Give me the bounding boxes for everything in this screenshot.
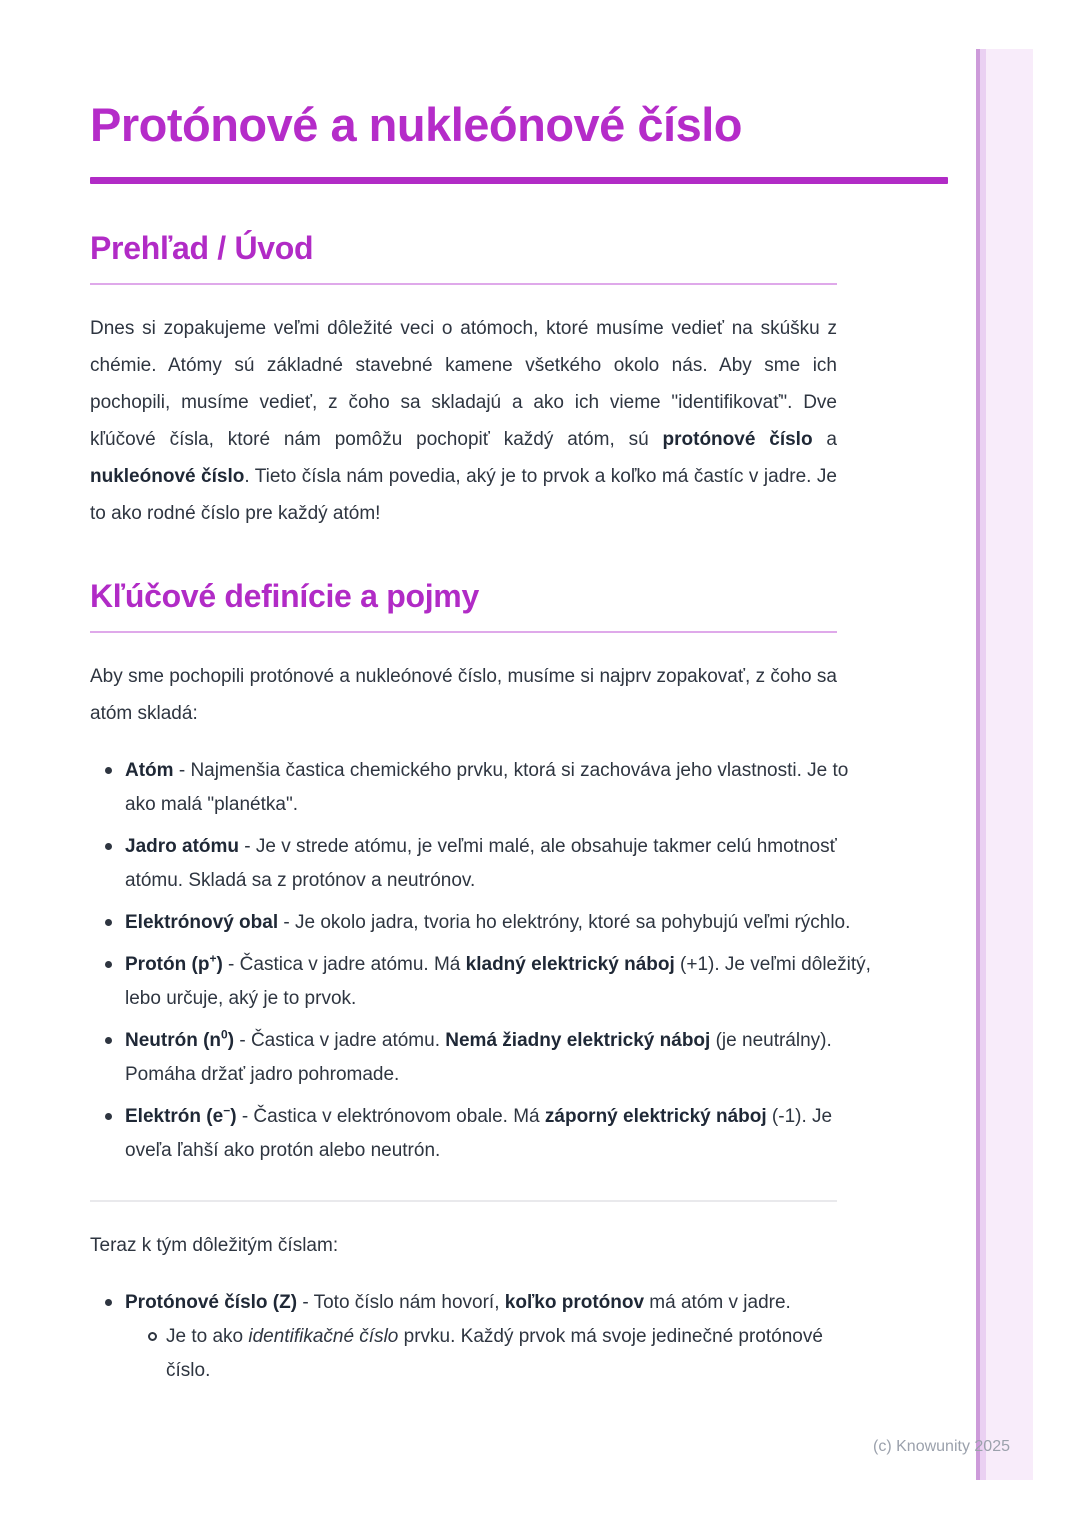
- superscript-text: −: [223, 1103, 231, 1118]
- text-segment: Dnes si zopakujeme veľmi dôležité veci o atómoch, ktoré musíme vedieť na skúšku z chémie. Atómy sú základné stavebné kamene všetkého okolo nás. Aby sme ich pochopili, musíme vedieť, z čoho sa skladajú a ako ich vieme "identifikovať". Dve kľúčové čísla, ktoré nám pomôžu pochopiť každý atóm, sú: [90, 318, 837, 450]
- bullet-list: [90, 1286, 872, 1388]
- text-segment: protónové číslo: [662, 429, 813, 450]
- title-rule: [90, 177, 948, 184]
- section-rule: [90, 631, 837, 633]
- list-item: [125, 754, 872, 822]
- text-segment: - Toto číslo nám hovorí,: [297, 1292, 505, 1313]
- text-segment: . Tieto čísla nám povedia, aký je to prvok a koľko má častíc v jadre. Je to ako rodné číslo pre každý atóm!: [90, 466, 837, 524]
- copyright-watermark: (c) Knowunity 2025: [873, 1438, 1010, 1455]
- text-segment: Jadro atómu: [125, 836, 240, 857]
- page-title: Protónové a nukleónové číslo: [90, 98, 742, 151]
- text-segment: Elektrónový obal: [125, 912, 279, 933]
- text-segment: - Je okolo jadra, tvoria ho elektróny, ktoré sa pohybujú veľmi rýchlo.: [278, 912, 851, 933]
- superscript-text: +: [209, 951, 217, 966]
- section-heading: Prehľad / Úvod: [90, 230, 314, 266]
- list-item: [125, 1024, 872, 1092]
- text-segment: (+1). Je veľmi dôležitý, lebo určuje, aký je to prvok.: [125, 954, 871, 1009]
- text-segment: Elektrón (e: [125, 1106, 224, 1127]
- list-item: [125, 1286, 872, 1388]
- text-segment: a: [812, 429, 837, 450]
- text-segment: - Častica v jadre atómu. Má: [222, 954, 466, 975]
- list-item: [125, 830, 872, 898]
- text-segment: Je to ako: [166, 1326, 249, 1347]
- text-segment: (je neutrálny). Pomáha držať jadro pohromade.: [125, 1030, 832, 1085]
- text-segment: ): [216, 954, 223, 975]
- text-segment: ): [230, 1106, 237, 1127]
- list-item: [125, 948, 872, 1016]
- text-segment: záporný elektrický náboj: [544, 1106, 767, 1127]
- paragraph: [90, 658, 837, 732]
- text-segment: (-1). Je oveľa ľahší ako protón alebo neutrón.: [125, 1106, 833, 1161]
- text-segment: Protón (p: [125, 954, 210, 975]
- text-segment: - Častica v elektrónovom obale. Má: [236, 1106, 545, 1127]
- section-rule: [90, 283, 837, 285]
- text-segment: Protónové číslo (Z): [125, 1292, 298, 1313]
- document-blocks: [90, 228, 948, 1388]
- text-segment: identifikačné číslo: [248, 1326, 399, 1347]
- text-segment: kladný elektrický náboj: [465, 954, 675, 975]
- section-divider: [90, 1200, 837, 1202]
- text-segment: Nemá žiadny elektrický náboj: [445, 1030, 711, 1051]
- section-heading: Kľúčové definície a pojmy: [90, 578, 479, 614]
- text-segment: Aby sme pochopili protónové a nukleónové číslo, musíme si najprv zopakovať, z čoho sa atóm skladá:: [90, 666, 837, 724]
- text-segment: - Najmenšia častica chemického prvku, ktorá si zachováva jeho vlastnosti. Je to ako malá "planétka".: [125, 760, 849, 815]
- sub-list: [125, 1320, 872, 1388]
- paragraph: [90, 1227, 837, 1264]
- text-segment: - Je v strede atómu, je veľmi malé, ale obsahuje takmer celú hmotnosť atómu. Skladá sa z protónov a neutrónov.: [125, 836, 837, 891]
- text-segment: ): [227, 1030, 235, 1051]
- text-segment: - Častica v jadre atómu.: [234, 1030, 446, 1051]
- text-segment: nukleónové číslo: [90, 466, 245, 487]
- superscript-text: 0: [221, 1027, 228, 1042]
- text-segment: prvku. Každý prvok má svoje jedinečné protónové číslo.: [166, 1326, 823, 1381]
- bullet-list: [90, 754, 872, 1168]
- sub-list-item: [166, 1320, 872, 1388]
- document-content: [90, 0, 948, 1396]
- paragraph: [90, 310, 837, 532]
- text-segment: má atóm v jadre.: [644, 1292, 791, 1313]
- text-segment: koľko protónov: [504, 1292, 645, 1313]
- list-item: [125, 906, 872, 940]
- decorative-side-bar: [976, 49, 1033, 1480]
- list-item: [125, 1100, 872, 1168]
- text-segment: Neutrón (n: [125, 1030, 222, 1051]
- text-segment: Atóm: [125, 760, 174, 781]
- text-segment: Teraz k tým dôležitým číslam:: [90, 1235, 339, 1256]
